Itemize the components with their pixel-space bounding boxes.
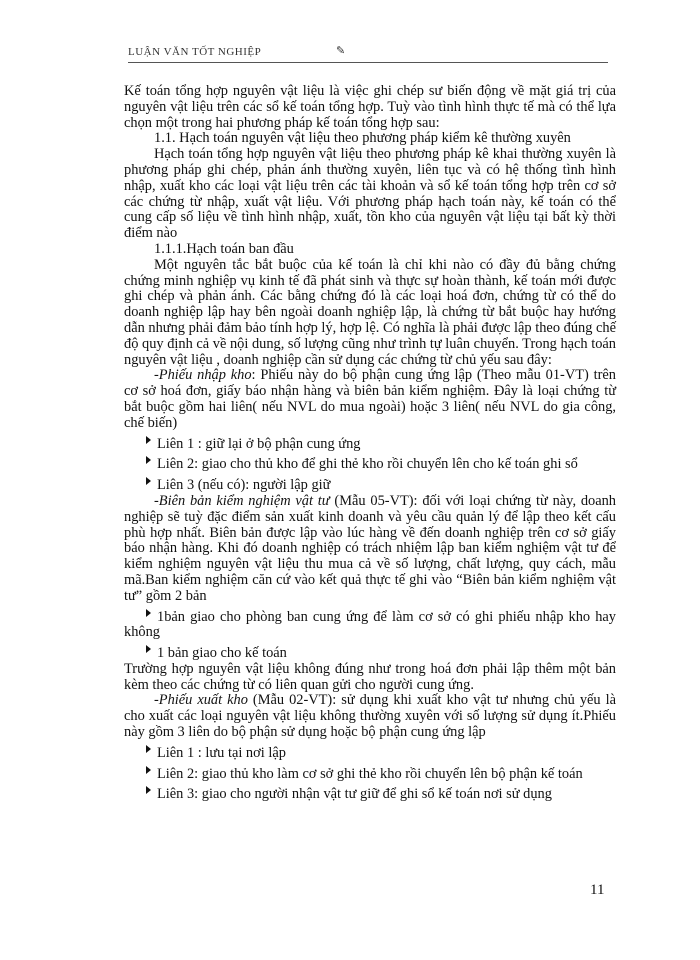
list-item <box>124 745 616 762</box>
list-item-text: Liên 3 (nếu có): người lập giữ <box>157 477 331 494</box>
section-heading: 1.1. Hạch toán nguyên vật liệu theo phương pháp kiểm kê thường xuyên <box>154 130 571 147</box>
triangle-bullet-icon <box>146 456 151 464</box>
paragraph-mismatch: Trường hợp nguyên vật liệu không đúng như trong hoá đơn phải lập thêm một bản kèm theo các chứng từ có liên quan gửi cho người cung ứng. <box>124 660 616 693</box>
list-item-text: 1bản giao cho phòng ban cung ứng để làm cơ sở có ghi phiếu nhập kho hay không <box>124 608 616 641</box>
header-divider <box>128 62 608 63</box>
triangle-bullet-icon <box>146 786 151 794</box>
list-item-text: Liên 2: giao thủ kho làm cơ sở ghi thẻ kho rồi chuyển lên bộ phận kế toán <box>157 765 583 782</box>
issue-description: (Mẫu 02-VT): sử dụng khi xuất kho vật tư nhưng chủ yếu là cho xuất các loại nguyên vật liệu không thường xuyên với số lượng sử dụng ít.Phiếu này gồm 3 liên do bộ phận sử dụng hoặc bộ phận cung ứng lập <box>124 692 616 741</box>
triangle-bullet-icon <box>146 745 151 753</box>
running-header: LUẬN VĂN TỐT NGHIỆP <box>128 46 262 58</box>
list-item <box>124 766 616 783</box>
paragraph-issue <box>124 693 616 740</box>
paragraph-principle: Một nguyên tắc bắt buộc của kế toán là chỉ khi nào có đầy đủ bằng chứng chứng minh nghiệp vụ kinh tế đã phát sinh và thực sự hoàn thành, kế toán mới được ghi chép và phản ánh. Các bằng chứng đó là các loại hoá đơn, chứng từ có thể do doanh nghiệp lập hay bên ngoài doanh nghiệp lập, là chứng từ bắt buộc hay hướng dẫn nhưng phải đảm bảo tính hợp lý, hợp lệ. Có nghĩa là phải được lập theo đúng chế độ quy định cả về nội dung, số lượng cũng như trình tự luân chuyển. Trong hạch toán nguyên vật liệu , doanh nghiệp cần sử dụng các chứng từ chủ yếu sau đây: <box>124 256 616 368</box>
list-item-text: Liên 3: giao cho người nhận vật tư giữ để ghi sổ kế toán nơi sử dụng <box>157 786 552 803</box>
issue-term: -Phiếu xuất kho <box>154 692 248 709</box>
list-item <box>124 477 616 494</box>
triangle-bullet-icon <box>146 436 151 444</box>
triangle-bullet-icon <box>146 766 151 774</box>
list-item-text: Liên 1 : giữ lại ở bộ phận cung ứng <box>157 435 361 452</box>
paragraph-receipt <box>124 368 616 431</box>
paragraph-method: Hạch toán tổng hợp nguyên vật liệu theo phương pháp kê khai thường xuyên là phương pháp ghi chép, phản ánh thường xuyên, liên tục và có hệ thống tình hình nhập, xuất kho các loại vật liệu trên các tài khoản và sổ kế toán tổng hợp trên cơ sở các chứng từ nhập, xuất vật liệu. Với phương pháp hạch toán này, kế toán có thể cung cấp số liệu về tình hình nhập, xuất, tồn kho của nguyên vật liệu tại bất kỳ thời điểm nào <box>124 146 616 242</box>
receipt-term: -Phiếu nhập kho <box>154 367 252 384</box>
list-item <box>124 456 616 473</box>
subsection-heading: 1.1.1.Hạch toán ban đầu <box>154 240 294 257</box>
paragraph-inspection <box>124 494 616 605</box>
body-text <box>124 84 616 803</box>
inspection-description: (Mẫu 05-VT): đối với loại chứng từ này, doanh nghiệp sẽ tuỳ đặc điểm sản xuất kinh doanh và yêu cầu quản lý để lập theo kết cấu phù hợp nhất. Biên bản được lập vào lúc hàng về đến doanh nghiệp trên cơ sở giấy báo nhận hàng. Khi đó doanh nghiệp có trách nhiệm lập ban kiểm nghiệm vật tư để kiểm nghiệm nguyên vật liệu thu mua cả về số lượng, chất lượng, quy cách, mẫu mã.Ban kiểm nghiệm căn cứ vào kết quả thực tế ghi vào “Biên bản kiểm nghiệm vật tư” gồm 2 bản <box>124 492 616 604</box>
pen-ornament-icon: ✎ <box>336 45 346 57</box>
paragraph-intro: Kế toán tổng hợp nguyên vật liệu là việc ghi chép sư biến động về mặt giá trị của nguyên vật liệu trên các sổ kế toán tổng hợp. Tuỳ vào tình hình thực tế mà có thể lựa chọn một trong hai phương pháp kế toán tổng hợp sau: <box>124 83 616 131</box>
triangle-bullet-icon <box>146 645 151 653</box>
triangle-bullet-icon <box>146 477 151 485</box>
list-item-text: Liên 1 : lưu tại nơi lập <box>157 744 286 761</box>
list-item-text: Liên 2: giao cho thủ kho để ghi thẻ kho rồi chuyển lên cho kế toán ghi sổ <box>157 456 578 473</box>
list-item <box>124 436 616 453</box>
inspection-term: -Biên bản kiểm nghiệm vật tư <box>154 492 330 509</box>
receipt-description: : Phiếu này do bộ phận cung ứng lập (Theo mẫu 01-VT) trên cơ sở hoá đơn, giấy báo nhận hàng và biên bản kiểm nghiệm. Đây là loại chứng từ bắt buộc gồm hai liên( nếu NVL do mua ngoài) hoặc 3 liên( nếu NVL do gia công, chế biến) <box>124 367 616 431</box>
triangle-bullet-icon <box>146 609 151 617</box>
list-item <box>124 645 616 662</box>
list-item <box>124 609 616 642</box>
page-number: 11 <box>590 882 605 898</box>
list-item-text: 1 bản giao cho kế toán <box>157 645 287 662</box>
list-item <box>124 786 616 803</box>
